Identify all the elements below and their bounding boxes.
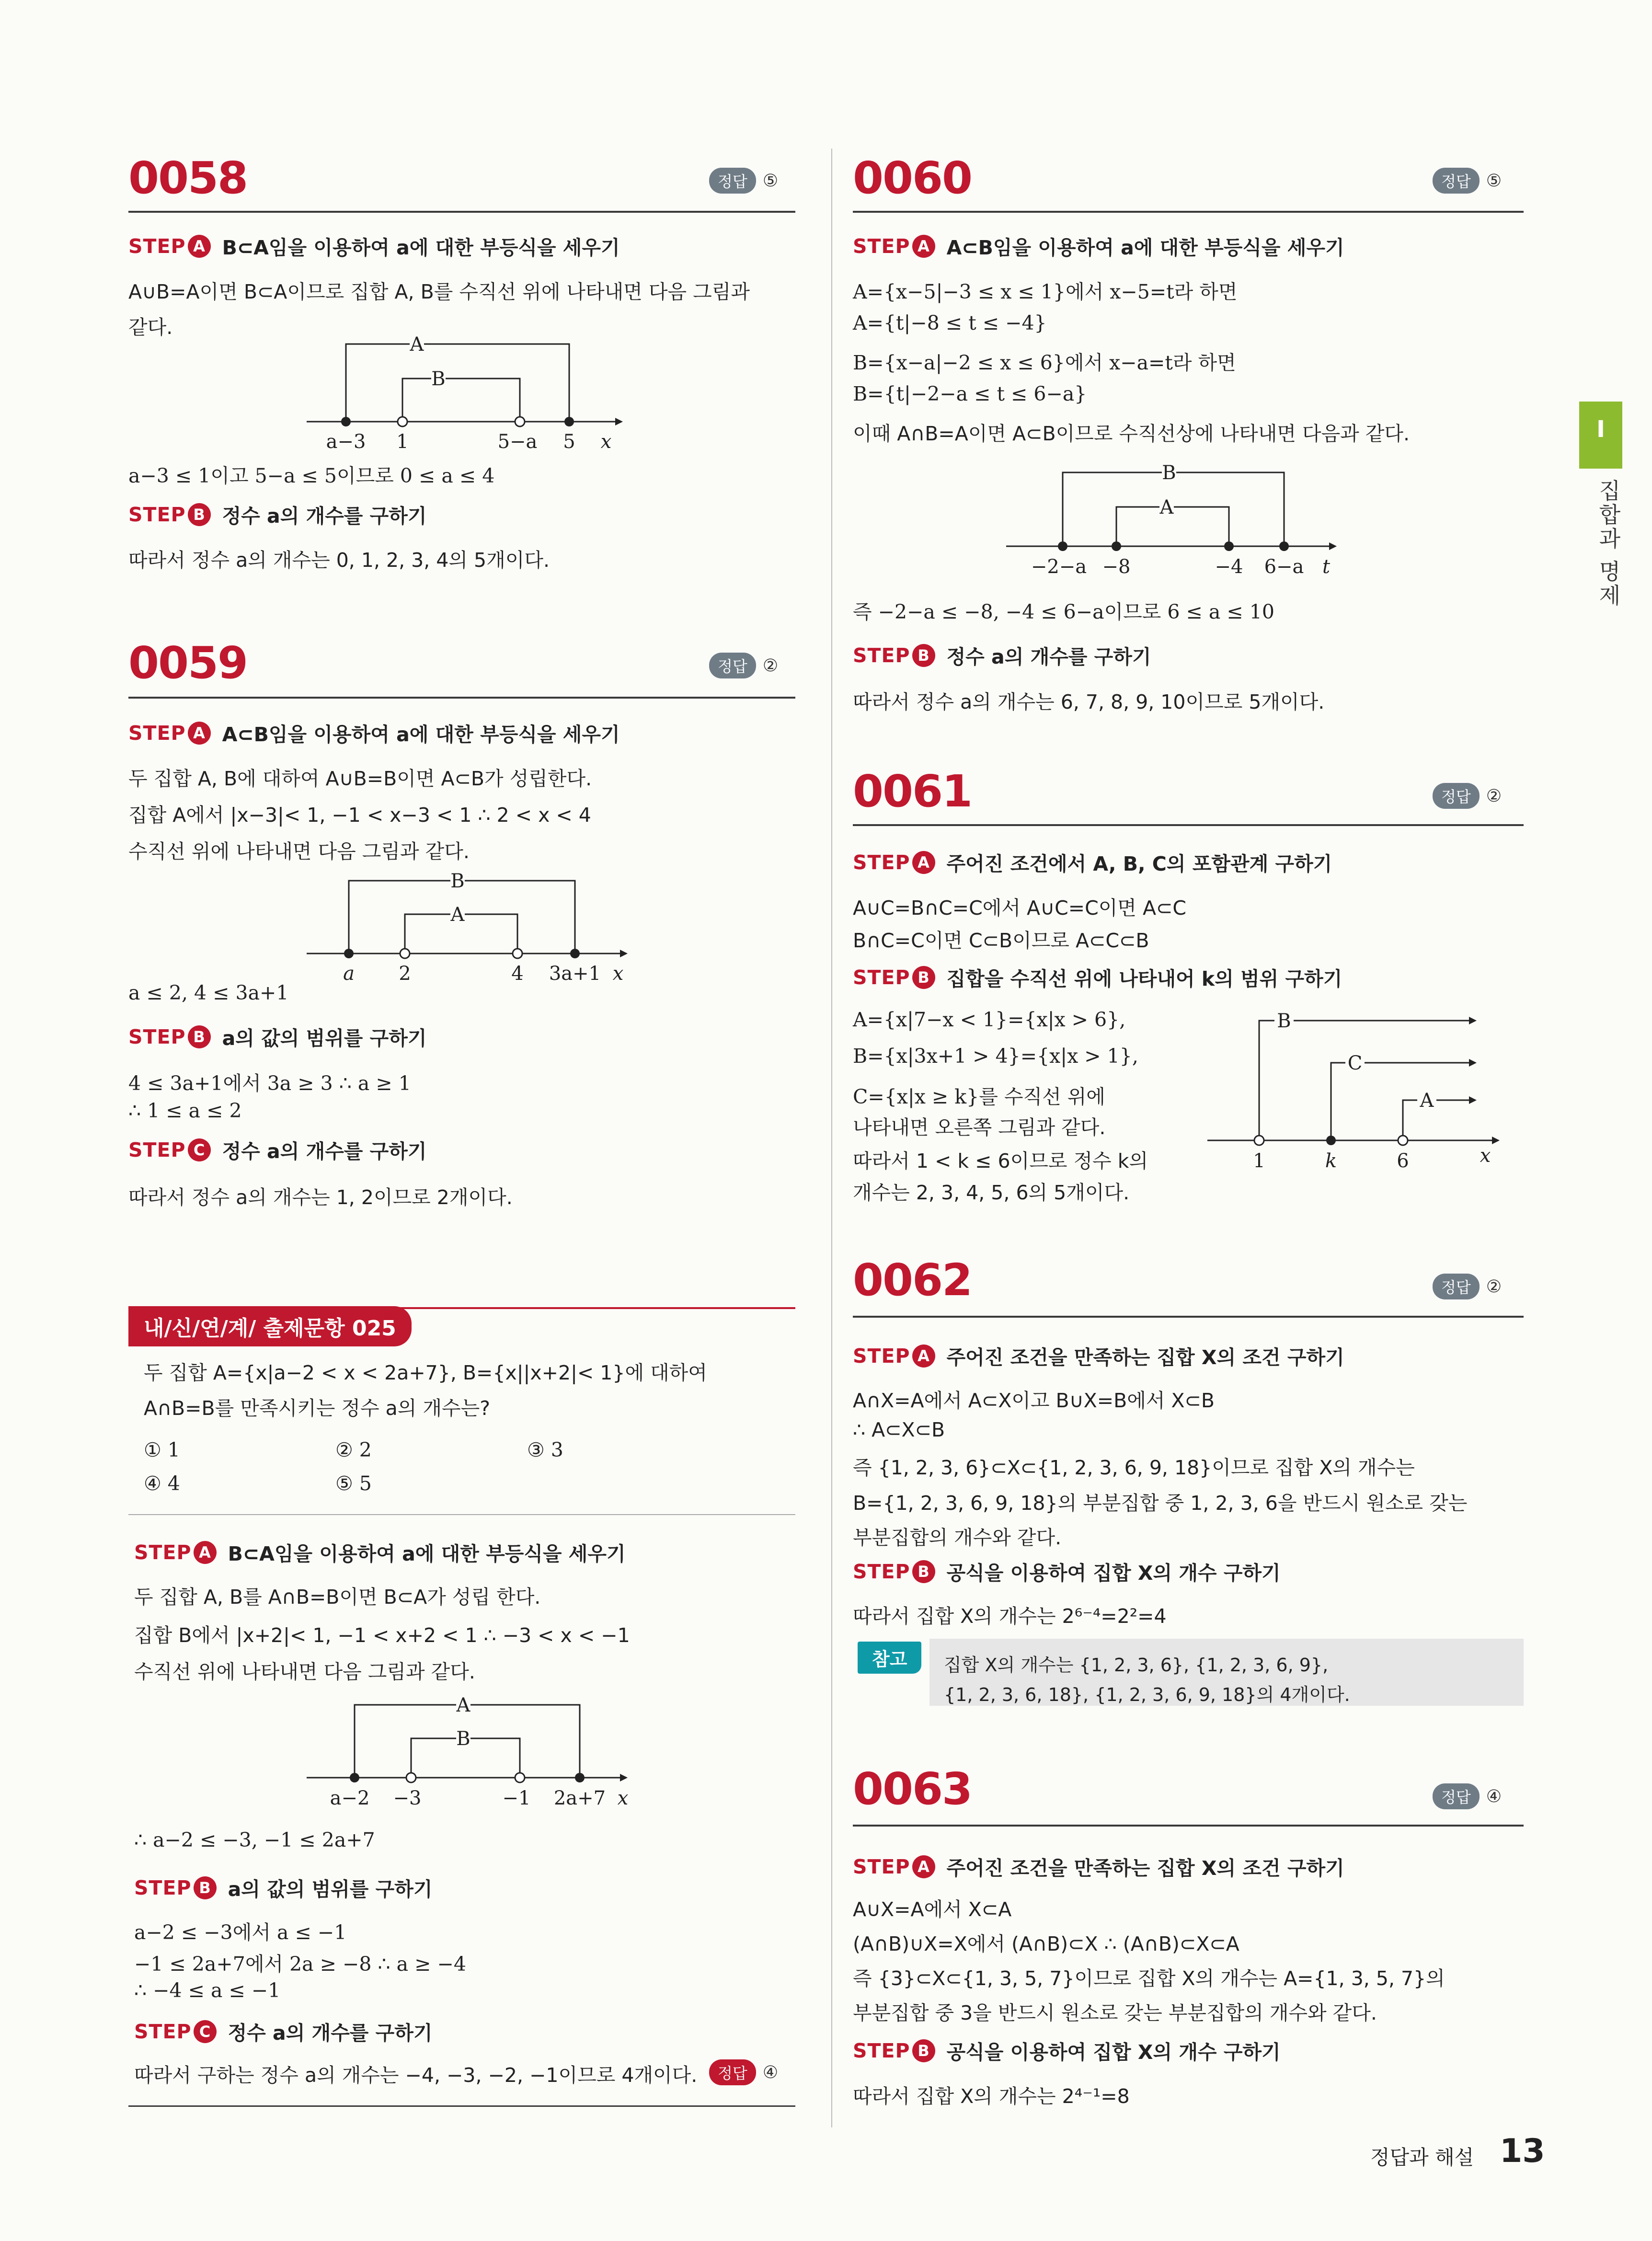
step-letter-b: B	[912, 1560, 935, 1583]
step-letter-b: B	[188, 503, 211, 526]
answer-value: ⑤	[762, 171, 779, 191]
axis-arrow	[1492, 1137, 1500, 1144]
answer-label: 정답	[1433, 168, 1480, 194]
step-title: 정수 a의 개수를 구하기	[228, 2022, 433, 2045]
point-1	[1254, 1136, 1264, 1145]
axis-arrow	[620, 1774, 628, 1781]
answer-label: 정답	[1433, 783, 1480, 809]
text-line: −1 ≤ 2a+7에서 2a ≥ −8 ∴ a ≥ −4	[134, 1953, 466, 1976]
text-line: 집합 A에서 |x−3|< 1, −1 < x−3 < 1 ∴ 2 < x < 4	[128, 804, 591, 827]
text-line: ∴ A⊂X⊂B	[853, 1418, 945, 1441]
tick-label: 5	[563, 431, 575, 453]
text-line: B={x−a|−2 ≤ x ≤ 6}에서 x−a=t라 하면	[853, 351, 1236, 374]
tick-label: a	[343, 963, 355, 985]
choice-4: ④ 4	[144, 1472, 180, 1495]
step-b-0058	[128, 500, 427, 529]
choice-5: ⑤ 5	[335, 1472, 372, 1495]
tick-label: −1	[502, 1787, 531, 1809]
text-line: 개수는 2, 3, 4, 5, 6의 5개이다.	[853, 1181, 1130, 1204]
text-line: A∩X=A에서 A⊂X이고 B∪X=B에서 X⊂B	[853, 1389, 1215, 1412]
set-a-label: A	[456, 1694, 470, 1716]
choice-3: ③ 3	[527, 1438, 563, 1461]
point-2a-plus-7	[575, 1773, 585, 1782]
section-rule	[128, 211, 795, 213]
step-title: B⊂A임을 이용하여 a에 대한 부등식을 세우기	[228, 1542, 626, 1565]
answer-value: ⑤	[1486, 171, 1502, 191]
text-line: A={x−5|−3 ≤ x ≤ 1}에서 x−5=t라 하면	[853, 280, 1238, 303]
step-word: STEP	[853, 1344, 910, 1368]
point-minus-1	[515, 1773, 525, 1782]
set-b-ray	[1259, 1021, 1471, 1140]
point-4	[513, 949, 522, 958]
answer-value: ②	[1486, 1276, 1502, 1297]
note-label: 참고	[858, 1642, 921, 1674]
axis-variable: x	[600, 431, 612, 453]
tick-label: −8	[1102, 556, 1131, 578]
section-rule	[853, 824, 1524, 826]
note-line: {1, 2, 3, 6, 18}, {1, 2, 3, 6, 9, 18}의 4개이다.	[944, 1684, 1350, 1705]
axis-variable: t	[1322, 556, 1331, 578]
point-a-minus-3	[341, 417, 351, 426]
text-line: A={x|7−x < 1}={x|x > 6},	[853, 1008, 1126, 1031]
tick-label: 6−a	[1264, 556, 1304, 578]
answer-label: 정답	[709, 2059, 756, 2085]
choice-2: ② 2	[335, 1438, 372, 1461]
question-line: 두 집합 A={x|a−2 < x < 2a+7}, B={x||x+2|< 1}에 대하여	[144, 1361, 707, 1384]
problem-number-0061: 0061	[853, 766, 972, 817]
step-letter-b: B	[912, 966, 935, 989]
axis-arrow	[1329, 542, 1337, 550]
step-title: 주어진 조건을 만족하는 집합 X의 조건 구하기	[946, 1857, 1344, 1880]
tick-label: 1	[396, 431, 409, 453]
tick-label: 2a+7	[553, 1787, 606, 1809]
text-line: 두 집합 A, B를 A∩B=B이면 B⊂A가 성립 한다.	[134, 1586, 541, 1609]
text-line: 4 ≤ 3a+1에서 3a ≥ 3 ∴ a ≥ 1	[128, 1072, 411, 1095]
section-rule	[128, 697, 795, 699]
step-letter-a: A	[912, 1345, 935, 1368]
tick-label: a−2	[330, 1787, 370, 1809]
answer-tag-0058	[709, 168, 778, 194]
step-a-0062	[853, 1342, 1344, 1370]
step-letter-a: A	[188, 722, 211, 745]
text-line: ∴ −4 ≤ a ≤ −1	[134, 1979, 281, 2002]
point-3a-plus-1	[570, 949, 580, 958]
step-a-0060	[853, 232, 1344, 260]
step-title: A⊂B임을 이용하여 a에 대한 부등식을 세우기	[946, 236, 1344, 259]
answer-label: 정답	[709, 168, 756, 194]
text-line: 두 집합 A, B에 대하여 A∪B=B이면 A⊂B가 성립한다.	[128, 767, 592, 790]
text-line: B={x|3x+1 > 4}={x|x > 1},	[853, 1045, 1138, 1068]
point-minus-8	[1112, 541, 1121, 551]
problem-number-0059: 0059	[128, 637, 248, 689]
step-title: 집합을 수직선 위에 나타내어 k의 범위 구하기	[946, 967, 1342, 990]
step-word: STEP	[128, 503, 186, 526]
text-line: A∪B=A이면 B⊂A이므로 집합 A, B를 수직선 위에 나타내면 다음 그림과	[128, 280, 750, 303]
number-line-0058	[287, 331, 632, 455]
text-line: 즉 {3}⊂X⊂{1, 3, 5, 7}이므로 집합 X의 개수는 A={1, 3, 5, 7}의	[853, 1967, 1445, 1990]
text-line: 따라서 집합 X의 개수는 2⁶⁻⁴=2²=4	[853, 1605, 1167, 1628]
step-a-0061	[853, 848, 1332, 876]
section-rule	[853, 1316, 1524, 1318]
point-minus-3	[406, 1773, 416, 1782]
step-b-0060	[853, 641, 1151, 669]
set-b-label: B	[450, 870, 465, 892]
tick-label: 1	[1253, 1150, 1265, 1172]
set-b-label: B	[431, 368, 446, 390]
step-word: STEP	[853, 2039, 910, 2062]
problem-number-0058: 0058	[128, 152, 248, 204]
step-word: STEP	[853, 644, 910, 667]
step-a-0059	[128, 719, 620, 747]
text-line: ∴ 1 ≤ a ≤ 2	[128, 1099, 242, 1122]
step-word: STEP	[853, 1560, 910, 1583]
step-letter-a: A	[912, 1855, 935, 1878]
axis-variable: x	[617, 1787, 629, 1809]
answer-value: ②	[762, 655, 779, 676]
step-word: STEP	[128, 721, 186, 745]
text-line: a−3 ≤ 1이고 5−a ≤ 5이므로 0 ≤ a ≤ 4	[128, 464, 495, 487]
text-line: 나타내면 오른쪽 그림과 같다.	[853, 1116, 1106, 1139]
text-line: 따라서 정수 a의 개수는 1, 2이므로 2개이다.	[128, 1186, 513, 1209]
text-line: 부분집합의 개수와 같다.	[853, 1526, 1062, 1549]
text-line: 따라서 집합 X의 개수는 2⁴⁻¹=8	[853, 2085, 1130, 2108]
text-line: 따라서 정수 a의 개수는 0, 1, 2, 3, 4의 5개이다.	[128, 549, 550, 572]
step-letter-a: A	[194, 1541, 217, 1564]
tick-label: 6	[1397, 1150, 1409, 1172]
point-a	[344, 949, 354, 958]
answer-label: 정답	[1433, 1274, 1480, 1299]
text-line: 따라서 1 < k ≤ 6이므로 정수 k의	[853, 1149, 1148, 1172]
text-line: 수직선 위에 나타내면 다음 그림과 같다.	[134, 1660, 475, 1683]
answer-tag-0062	[1433, 1274, 1502, 1299]
page-number: 13	[1500, 2132, 1545, 2170]
tick-label: 4	[511, 963, 524, 985]
text-line: a ≤ 2, 4 ≤ 3a+1	[128, 981, 289, 1004]
question-line: A∩B=B를 만족시키는 정수 a의 개수는?	[144, 1397, 490, 1420]
number-line-0060	[997, 450, 1361, 578]
step-b-025	[134, 1873, 433, 1902]
step-letter-b: B	[912, 644, 935, 667]
text-line: (A∩B)∪X=X에서 (A∩B)⊂X ∴ (A∩B)⊂X⊂A	[853, 1932, 1239, 1955]
step-word: STEP	[128, 234, 186, 258]
axis-arrow	[615, 418, 623, 425]
step-b-0063	[853, 2036, 1281, 2065]
section-rule	[853, 1825, 1524, 1827]
point-1	[398, 417, 407, 426]
step-word: STEP	[128, 1138, 186, 1161]
step-title: 주어진 조건을 만족하는 집합 X의 조건 구하기	[946, 1346, 1344, 1369]
answer-tag-0059	[709, 653, 778, 678]
text-line: B∩C=C이면 C⊂B이므로 A⊂C⊂B	[853, 929, 1149, 952]
step-title: A⊂B임을 이용하여 a에 대한 부등식을 세우기	[222, 723, 620, 746]
point-a-minus-2	[350, 1773, 359, 1782]
step-letter-b: B	[188, 1025, 211, 1048]
text-line: 따라서 정수 a의 개수는 6, 7, 8, 9, 10이므로 5개이다.	[853, 690, 1325, 713]
text-line: B={t|−2−a ≤ t ≤ 6−a}	[853, 382, 1087, 405]
problem-number-0062: 0062	[853, 1254, 972, 1306]
choice-1: ① 1	[144, 1438, 180, 1461]
answer-tag-0061	[1433, 783, 1502, 809]
point-k	[1326, 1136, 1336, 1145]
step-title: 정수 a의 개수를 구하기	[222, 505, 427, 528]
tick-label: 2	[399, 963, 411, 985]
set-b-arrow	[1469, 1017, 1477, 1024]
set-b-label: B	[1162, 462, 1176, 484]
tick-label: −2−a	[1031, 556, 1087, 578]
text-line: A∪X=A에서 X⊂A	[853, 1898, 1012, 1921]
step-a-0058	[128, 232, 620, 260]
number-line-0061	[1203, 1001, 1509, 1179]
text-line: B={1, 2, 3, 6, 9, 18}의 부분집합 중 1, 2, 3, 6을 반드시 원소로 갖는	[853, 1492, 1468, 1515]
step-title: 공식을 이용하여 집합 X의 개수 구하기	[946, 1562, 1281, 1585]
answer-label: 정답	[1433, 1783, 1480, 1809]
set-a-arrow	[1469, 1096, 1477, 1104]
tick-label: −3	[393, 1787, 422, 1809]
chapter-title: 집합과 명제	[1595, 479, 1621, 608]
step-word: STEP	[853, 965, 910, 989]
problem-number-0060: 0060	[853, 152, 972, 204]
tick-label: a−3	[326, 431, 366, 453]
answer-label: 정답	[709, 653, 756, 678]
text-line: 수직선 위에 나타내면 다음 그림과 같다.	[128, 840, 470, 863]
chapter-tab	[1579, 402, 1622, 469]
step-a-025	[134, 1538, 626, 1566]
text-line: ∴ a−2 ≤ −3, −1 ≤ 2a+7	[134, 1828, 375, 1851]
point-5-minus-a	[515, 417, 525, 426]
set-a-label: A	[1159, 496, 1174, 518]
text-line: A={t|−8 ≤ t ≤ −4}	[853, 311, 1047, 334]
column-divider	[831, 149, 832, 2127]
set-c-ray	[1331, 1063, 1471, 1140]
answer-value: ②	[1486, 786, 1502, 806]
step-letter-c: C	[194, 2020, 217, 2043]
section-rule	[853, 211, 1524, 213]
footer-label: 정답과 해설	[1370, 2146, 1474, 2169]
set-a-label: A	[410, 333, 424, 356]
tick-label: k	[1325, 1150, 1337, 1172]
step-b-0062	[853, 1557, 1281, 1586]
answer-value: ④	[1486, 1786, 1502, 1806]
step-word: STEP	[128, 1025, 186, 1048]
step-word: STEP	[853, 234, 910, 258]
axis-variable: x	[612, 963, 624, 985]
step-b-0059	[128, 1023, 427, 1051]
box-bottom-rule	[128, 2105, 795, 2107]
step-word: STEP	[853, 1855, 910, 1878]
step-word: STEP	[853, 850, 910, 874]
text-line: C={x|x ≥ k}를 수직선 위에	[853, 1085, 1105, 1108]
step-title: a의 값의 범위를 구하기	[228, 1878, 433, 1901]
text-line: 집합 B에서 |x+2|< 1, −1 < x+2 < 1 ∴ −3 < x < −1	[134, 1624, 630, 1647]
point-2	[400, 949, 410, 958]
set-a-ray	[1403, 1100, 1471, 1140]
step-word: STEP	[134, 1876, 192, 1899]
axis-variable: x	[1480, 1145, 1491, 1167]
text-line: 이때 A∩B=A이면 A⊂B이므로 수직선상에 나타내면 다음과 같다.	[853, 422, 1410, 445]
step-letter-a: A	[188, 235, 211, 258]
related-problem-title: 내/신/연/계/ 출제문항 025	[128, 1306, 412, 1346]
point-5	[564, 417, 574, 426]
box-divider	[128, 1514, 795, 1515]
answer-tag-0060	[1433, 168, 1502, 194]
answer-tag-0063	[1433, 1783, 1502, 1809]
step-title: B⊂A임을 이용하여 a에 대한 부등식을 세우기	[222, 236, 620, 259]
step-a-0063	[853, 1852, 1344, 1881]
number-line-0059	[287, 862, 652, 987]
answer-value: ④	[762, 2062, 779, 2082]
set-b-bracket	[402, 379, 520, 422]
step-letter-a: A	[912, 235, 935, 258]
axis-arrow	[620, 950, 628, 957]
step-letter-a: A	[912, 851, 935, 874]
step-title: 정수 a의 개수를 구하기	[222, 1140, 427, 1163]
problem-number-0063: 0063	[853, 1763, 972, 1815]
text-line: 같다.	[128, 316, 173, 339]
tick-label: 3a+1	[549, 963, 601, 985]
tick-label: 5−a	[497, 431, 538, 453]
set-c-arrow	[1469, 1059, 1477, 1067]
set-a-bracket	[346, 344, 569, 422]
point-minus-4	[1224, 541, 1234, 551]
set-a-label: A	[1420, 1090, 1434, 1112]
text-line: 즉 {1, 2, 3, 6}⊂X⊂{1, 2, 3, 6, 9, 18}이므로 집합 X의 개수는	[853, 1456, 1415, 1479]
step-c-0059	[128, 1136, 427, 1164]
answer-tag-025	[709, 2059, 778, 2085]
step-b-0061	[853, 963, 1342, 991]
text-line: 부분집합 중 3을 반드시 원소로 갖는 부분집합의 개수와 같다.	[853, 2001, 1377, 2024]
step-letter-b: B	[194, 1876, 217, 1899]
text-line: a−2 ≤ −3에서 a ≤ −1	[134, 1921, 347, 1944]
set-b-label: B	[456, 1728, 470, 1750]
chapter-number: I	[1596, 416, 1605, 443]
step-letter-c: C	[188, 1138, 211, 1161]
step-title: a의 값의 범위를 구하기	[222, 1027, 427, 1050]
number-line-025	[287, 1682, 652, 1811]
tick-label: −4	[1215, 556, 1243, 578]
step-title: 정수 a의 개수를 구하기	[946, 645, 1151, 668]
set-b-label: B	[1277, 1010, 1291, 1032]
text-line: A∪C=B∩C=C에서 A∪C=C이면 A⊂C	[853, 896, 1186, 919]
step-word: STEP	[134, 2020, 192, 2043]
set-c-label: C	[1347, 1052, 1363, 1074]
step-c-025	[134, 2017, 433, 2046]
step-word: STEP	[134, 1540, 192, 1564]
point-6-minus-a	[1279, 541, 1289, 551]
text-line: 즉 −2−a ≤ −8, −4 ≤ 6−a이므로 6 ≤ a ≤ 10	[853, 600, 1274, 623]
point-6	[1398, 1136, 1408, 1145]
note-line: 집합 X의 개수는 {1, 2, 3, 6}, {1, 2, 3, 6, 9},	[944, 1655, 1329, 1676]
text-line: 따라서 구하는 정수 a의 개수는 −4, −3, −2, −1이므로 4개이다.	[134, 2064, 698, 2087]
set-a-label: A	[450, 904, 465, 926]
step-title: 주어진 조건에서 A, B, C의 포함관계 구하기	[946, 852, 1332, 875]
step-title: 공식을 이용하여 집합 X의 개수 구하기	[946, 2041, 1281, 2064]
step-letter-b: B	[912, 2039, 935, 2062]
point-minus-2-minus-a	[1058, 541, 1067, 551]
